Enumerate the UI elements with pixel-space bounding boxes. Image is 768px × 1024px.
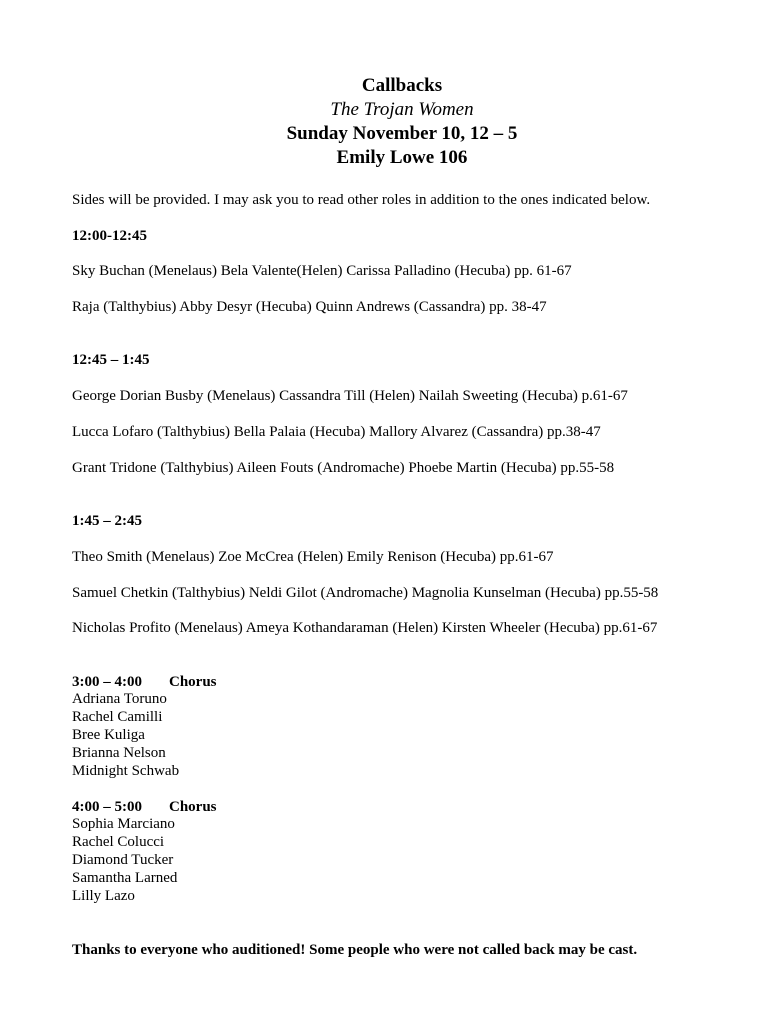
intro-text: Sides will be provided. I may ask you to read other roles in addition to the ones indicated below. (72, 192, 651, 208)
chorus-block (72, 798, 217, 906)
closing-note: Thanks to everyone who auditioned! Some people who were not called back may be cast. (72, 942, 638, 958)
chorus-label: Chorus (169, 674, 217, 690)
callback-group: Sky Buchan (Menelaus) Bela Valente(Helen) Carissa Palladino (Hecuba) pp. 61-67 (72, 263, 572, 279)
header-location: Emily Lowe 106 (336, 147, 468, 168)
chorus-name: Samantha Larned (72, 869, 178, 886)
chorus-name: Diamond Tucker (72, 851, 174, 868)
chorus-name: Brianna Nelson (72, 744, 166, 761)
callback-group: Samuel Chetkin (Talthybius) Neldi Gilot (Andromache) Magnolia Kunselman (Hecuba) pp.55-58 (72, 585, 659, 601)
slot-time: 12:45 – 1:45 (72, 352, 150, 368)
chorus-name: Rachel Colucci (72, 833, 165, 850)
header-date: Sunday November 10, 12 – 5 (286, 123, 518, 144)
document-header (0, 74, 768, 170)
chorus-name: Sophia Marciano (72, 816, 175, 832)
slot-time: 12:00-12:45 (72, 228, 147, 244)
callback-group: George Dorian Busby (Menelaus) Cassandra Till (Helen) Nailah Sweeting (Hecuba) p.61-67 (72, 388, 628, 404)
header-play-title: The Trojan Women (330, 99, 474, 120)
callback-group: Nicholas Profito (Menelaus) Ameya Kothandaraman (Helen) Kirsten Wheeler (Hecuba) pp.61-67 (72, 620, 658, 636)
header-callbacks: Callbacks (361, 75, 443, 96)
chorus-label: Chorus (169, 799, 217, 815)
chorus-time: 3:00 – 4:00 (72, 674, 142, 690)
callback-group: Grant Tridone (Talthybius) Aileen Fouts (Andromache) Phoebe Martin (Hecuba) pp.55-58 (72, 460, 615, 476)
chorus-name: Rachel Camilli (72, 708, 163, 725)
chorus-name: Lilly Lazo (72, 887, 135, 904)
slot-time: 1:45 – 2:45 (72, 513, 142, 529)
chorus-heading (72, 798, 217, 816)
chorus-name: Bree Kuliga (72, 726, 145, 743)
chorus-time: 4:00 – 5:00 (72, 799, 142, 815)
chorus-name: Midnight Schwab (72, 762, 180, 779)
chorus-name: Adriana Toruno (72, 691, 167, 707)
chorus-block (72, 673, 217, 781)
callback-group: Theo Smith (Menelaus) Zoe McCrea (Helen) Emily Renison (Hecuba) pp.61-67 (72, 549, 554, 565)
callback-group: Lucca Lofaro (Talthybius) Bella Palaia (Hecuba) Mallory Alvarez (Cassandra) pp.38-47 (72, 424, 601, 440)
chorus-heading (72, 673, 217, 691)
callback-group: Raja (Talthybius) Abby Desyr (Hecuba) Quinn Andrews (Cassandra) pp. 38-47 (72, 299, 547, 315)
